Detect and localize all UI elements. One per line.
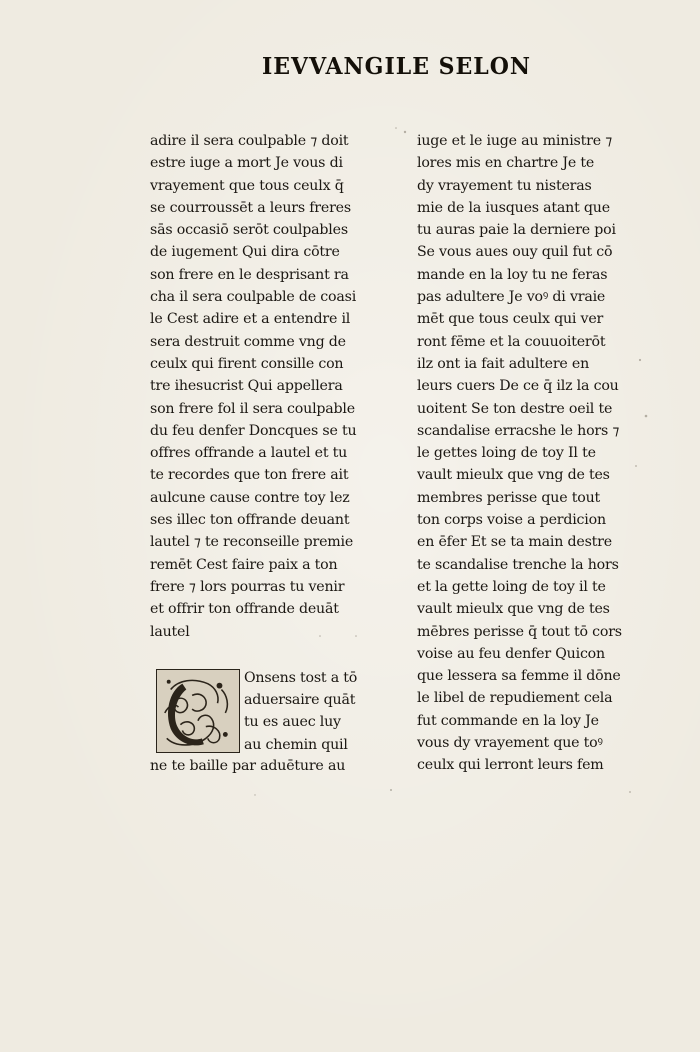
text-line: que lessera sa femme il dōne bbox=[417, 668, 621, 685]
text-line: son frere fol il sera coulpable bbox=[150, 400, 355, 417]
text-line: et offrir ton offrande deuāt bbox=[150, 601, 339, 618]
text-line: vault mieulx que vng de tes bbox=[417, 601, 610, 618]
text-line: ton corps voise a perdicion bbox=[417, 512, 606, 529]
text-line: iuge et le iuge au ministre ⁊ bbox=[417, 133, 613, 149]
text-line: mēbres perisse q̄ tout tō cors bbox=[417, 623, 622, 640]
text-line: aulcune cause contre toy lez bbox=[150, 489, 350, 506]
text-line: le libel de repudiement cela bbox=[417, 690, 613, 707]
text-line: le gettes loing de toy Il te bbox=[417, 445, 596, 462]
running-head: IEVVANGILE SELON bbox=[262, 53, 532, 81]
text-line: son frere en le desprisant ra bbox=[150, 266, 349, 283]
text-line: scandalise erracshe le hors ⁊ bbox=[417, 422, 620, 439]
text-line: se courroussēt a leurs freres bbox=[150, 199, 351, 216]
text-line: ne te baille par aduēture au bbox=[150, 757, 346, 774]
text-line: remēt Cest faire paix a ton bbox=[150, 556, 338, 573]
text-line: ceulx qui lerront leurs fem bbox=[417, 757, 604, 774]
text-line: mie de la iusques atant que bbox=[417, 199, 610, 216]
text-line: offres offrande a lautel et tu bbox=[150, 445, 348, 462]
right-text-column bbox=[417, 130, 639, 777]
text-line: ses illec ton offrande deuant bbox=[150, 512, 350, 529]
text-line: Onsens tost a tō bbox=[244, 669, 358, 686]
text-line: mande en la loy tu ne feras bbox=[417, 266, 608, 283]
text-line: du feu denfer Doncques se tu bbox=[150, 422, 357, 439]
text-line: vault mieulx que vng de tes bbox=[417, 467, 610, 484]
text-line: te recordes que ton frere ait bbox=[150, 467, 349, 484]
text-line: au chemin quil bbox=[244, 736, 348, 753]
text-line: tre ihesucrist Qui appellera bbox=[150, 378, 343, 395]
text-line: ilz ont ia fait adultere en bbox=[417, 355, 590, 372]
right-column-lines bbox=[417, 130, 639, 777]
text-line: fut commande en la loy Je bbox=[417, 712, 599, 729]
text-line: vous dy vrayement que toꝰ bbox=[417, 735, 603, 752]
text-line: lautel ⁊ te reconseille premie bbox=[150, 534, 354, 551]
left-column-lines bbox=[150, 130, 372, 643]
text-line: membres perisse que tout bbox=[417, 489, 601, 506]
text-line: sās occasiō serōt coulpables bbox=[150, 222, 348, 239]
initial-paragraph bbox=[150, 667, 372, 755]
text-line: et la gette loing de toy il te bbox=[417, 578, 606, 595]
initial-paragraph-lines bbox=[244, 667, 357, 756]
text-line: estre iuge a mort Je vous di bbox=[150, 155, 343, 172]
text-line: mēt que tous ceulx qui ver bbox=[417, 311, 604, 328]
text-line: tu es auec luy bbox=[244, 714, 341, 731]
text-line: de iugement Qui dira cōtre bbox=[150, 244, 340, 261]
text-line: pas adultere Je voꝰ di vraie bbox=[417, 289, 606, 306]
text-line: lores mis en chartre Je te bbox=[417, 155, 595, 172]
text-line: leurs cuers De ce q̄ ilz la cou bbox=[417, 378, 619, 395]
text-line: voise au feu denfer Quicon bbox=[417, 645, 605, 662]
text-line: te scandalise trenche la hors bbox=[417, 556, 619, 573]
ornamental-initial-icon bbox=[157, 670, 239, 752]
text-line: cha il sera coulpable de coasi bbox=[150, 289, 357, 306]
text-line: aduersaire quāt bbox=[244, 692, 356, 709]
text-line: lautel bbox=[150, 623, 190, 640]
text-line: vrayement que tous ceulx q̄ bbox=[150, 177, 344, 194]
text-line: ceulx qui firent consille con bbox=[150, 355, 344, 372]
text-line: dy vrayement tu nisteras bbox=[417, 177, 592, 194]
text-line: tu auras paie la derniere poi bbox=[417, 222, 616, 239]
text-line: ront fēme et la couuoiterōt bbox=[417, 333, 606, 350]
text-line: sera destruit comme vng de bbox=[150, 333, 346, 350]
text-line: frere ⁊ lors pourras tu venir bbox=[150, 578, 345, 595]
text-line: uoitent Se ton destre oeil te bbox=[417, 400, 613, 417]
text-line: le Cest adire et a entendre il bbox=[150, 311, 351, 328]
decorated-initial-c bbox=[156, 669, 240, 753]
text-line: adire il sera coulpable ⁊ doit bbox=[150, 133, 349, 149]
text-line: Se vous aues ouy quil fut cō bbox=[417, 244, 613, 261]
text-line: en ēfer Et se ta main destre bbox=[417, 534, 612, 551]
left-text-column bbox=[150, 130, 372, 777]
